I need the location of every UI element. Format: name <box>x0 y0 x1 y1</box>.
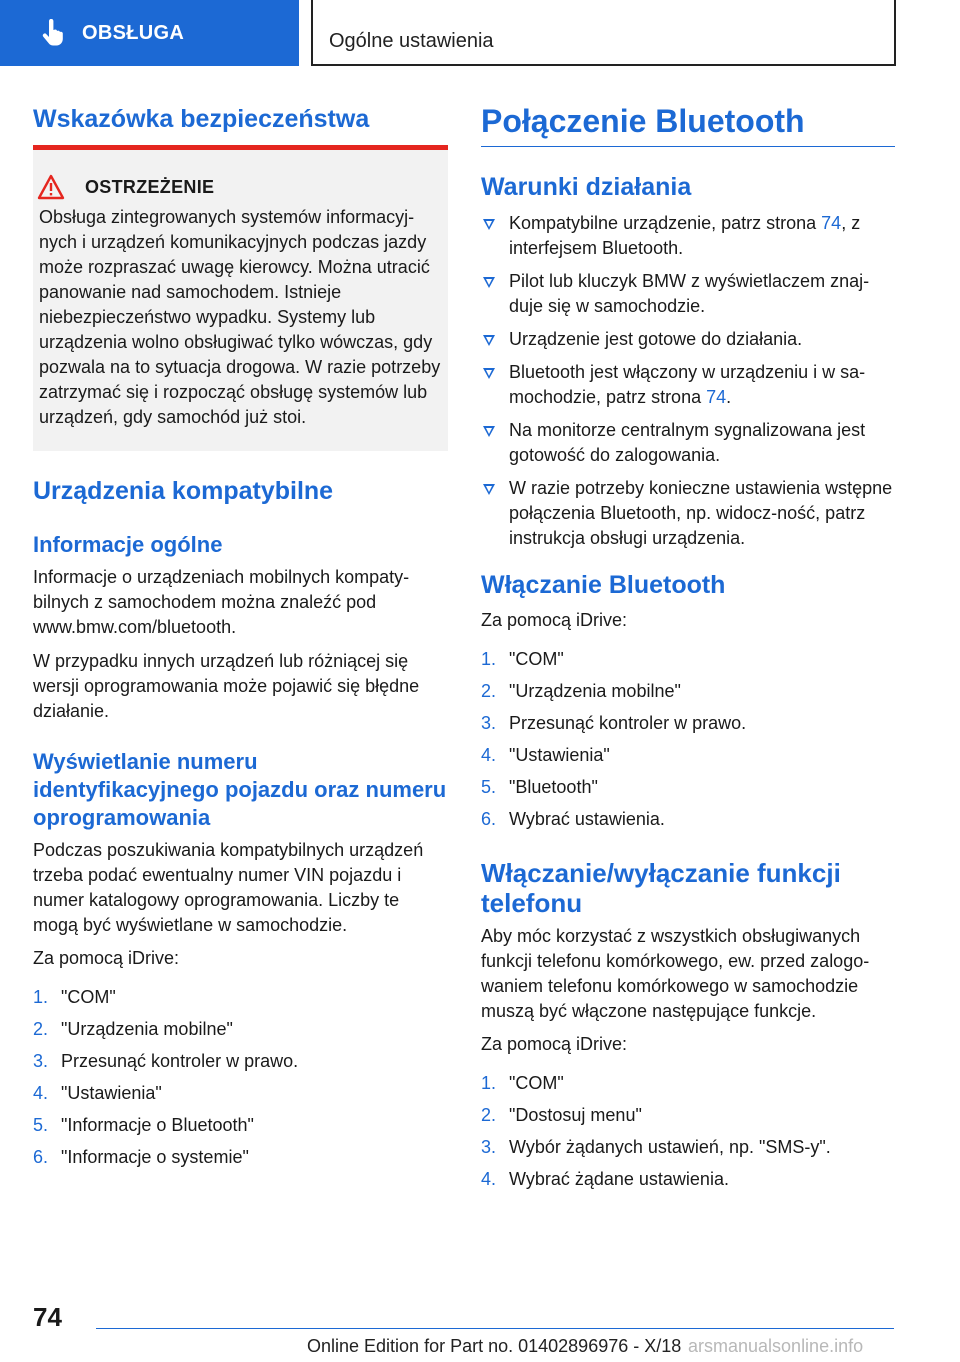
general-paragraph-2: W przypadku innych urządzeń lub różniącej się wersji oprogramowania może pojawić się błędne działanie. <box>33 651 420 721</box>
list-item-text: "Ustawienia" <box>509 745 610 765</box>
condition-text-before: Na monitorze centralnym sygnalizowana jest gotowość do zalogowania. <box>509 420 866 465</box>
condition-text-before: Kompatybilne urządzenie, patrz strona <box>509 213 822 233</box>
conditions-heading: Warunki działania <box>481 173 692 201</box>
list-item-number: 6. <box>33 1147 49 1167</box>
list-item <box>33 1145 448 1170</box>
safety-heading: Wskazówka bezpieczeństwa <box>33 105 370 133</box>
list-item-text: Przesunąć kontroler w prawo. <box>509 713 747 733</box>
list-item <box>481 1103 895 1128</box>
list-item-text: "Urządzenia mobilne" <box>509 681 681 701</box>
list-item <box>481 1071 895 1096</box>
triangle-bullet-icon <box>483 484 495 495</box>
list-item <box>481 775 895 800</box>
list-item-number: 1. <box>481 649 497 669</box>
page-reference-link[interactable]: 74 <box>821 213 842 233</box>
list-item <box>481 647 895 672</box>
section-tab[interactable] <box>0 0 299 66</box>
compat-heading: Urządzenia kompatybilne <box>33 477 334 505</box>
list-item <box>33 1113 448 1138</box>
list-item-number: 1. <box>33 987 49 1007</box>
condition-item <box>481 269 895 319</box>
triangle-bullet-icon <box>483 277 495 288</box>
warning-triangle-icon <box>37 174 65 200</box>
general-paragraph-1: Informacje o urządzeniach mobilnych kompaty-bilnych z samochodem można znaleźć pod www.bmw.com/bluetooth. <box>33 567 410 637</box>
vin-steps-list <box>33 985 448 1177</box>
conditions-list <box>481 211 895 559</box>
list-item-text: Wybór żądanych ustawień, np. "SMS-y". <box>509 1137 831 1157</box>
phone-idrive-intro: Za pomocą iDrive: <box>481 1034 628 1054</box>
list-item-text: "COM" <box>509 1073 564 1093</box>
condition-text-after: , z interfejsem Bluetooth. <box>509 213 861 258</box>
list-item <box>481 1135 895 1160</box>
list-item-number: 4. <box>481 1169 497 1189</box>
list-item-text: "Bluetooth" <box>509 777 598 797</box>
list-item-text: Przesunąć kontroler w prawo. <box>61 1051 299 1071</box>
list-item <box>481 679 895 704</box>
condition-text-before: Pilot lub kluczyk BMW z wyświetlaczem znaj-duje się w samochodzie. <box>509 271 870 316</box>
list-item <box>33 1049 448 1074</box>
enable-steps-list <box>481 647 895 839</box>
condition-text <box>481 418 895 468</box>
list-item-number: 6. <box>481 809 497 829</box>
triangle-bullet-icon <box>483 426 495 437</box>
condition-item <box>481 327 895 352</box>
list-item <box>33 985 448 1010</box>
heading-rule <box>481 146 895 147</box>
warning-title: OSTRZEŻENIE <box>85 176 215 197</box>
list-item <box>481 1167 895 1192</box>
condition-text <box>481 269 895 319</box>
footer-edition: Online Edition for Part no. 01402896976 - X/18 <box>307 1336 682 1356</box>
list-item-number: 3. <box>33 1051 49 1071</box>
condition-item <box>481 476 895 551</box>
list-item-number: 4. <box>33 1083 49 1103</box>
general-heading: Informacje ogólne <box>33 532 223 557</box>
phone-functions-heading: Włączanie/wyłączanie funkcji telefonu <box>481 858 841 918</box>
list-item-number: 2. <box>481 681 497 701</box>
list-item-text: "Informacje o Bluetooth" <box>61 1115 254 1135</box>
vin-heading: Wyświetlanie numeru identyfikacyjnego pojazdu oraz numeru oprogramowania <box>33 749 447 830</box>
list-item-number: 5. <box>481 777 497 797</box>
list-item-text: "COM" <box>509 649 564 669</box>
page-number: 74 <box>33 1302 62 1332</box>
footer-rule <box>96 1328 894 1329</box>
triangle-bullet-icon <box>483 368 495 379</box>
triangle-bullet-icon <box>483 335 495 346</box>
phone-paragraph: Aby móc korzystać z wszystkich obsługiwanych funkcji telefonu komórkowego, ew. przed zalogo-waniem telefonu komórkowego w samochodzie muszą być włączone następujące funkcje. <box>481 926 870 1021</box>
list-item-number: 3. <box>481 713 497 733</box>
condition-item <box>481 211 895 261</box>
hand-pointer-icon <box>38 18 68 48</box>
list-item-text: "Urządzenia mobilne" <box>61 1019 233 1039</box>
condition-text <box>481 360 895 410</box>
warning-text: Obsługa zintegrowanych systemów informacyj-nych i urządzeń komunikacyjnych podczas jazdy może rozpraszać uwagę kierowcy. Można utracić panowanie nad samochodem. Istnieje niebezpieczeństwo wypadku. Systemy lub urządzenia wolno obsługiwać tylko wówczas, gdy pozwala na to sytuacja drogowa. W razie potrzeby zatrzymać się i rozpocząć obsługę systemów lub urządzeń, gdy samochód już stoi. <box>39 207 441 427</box>
condition-text-before: W razie potrzeby konieczne ustawienia wstępne połączenia Bluetooth, np. widocz-ność, patrz instrukcja obsługi urządzenia. <box>509 478 893 548</box>
section-label: OBSŁUGA <box>82 21 185 44</box>
list-item-number: 4. <box>481 745 497 765</box>
enable-idrive-intro: Za pomocą iDrive: <box>481 610 628 630</box>
list-item-text: "Dostosuj menu" <box>509 1105 642 1125</box>
phone-steps-list <box>481 1071 895 1199</box>
warning-box <box>33 145 448 451</box>
list-item-number: 2. <box>481 1105 497 1125</box>
chapter-title: Ogólne ustawienia <box>329 30 494 52</box>
list-item <box>33 1017 448 1042</box>
condition-text-before: Urządzenie jest gotowe do działania. <box>509 329 803 349</box>
list-item-text: "Informacje o systemie" <box>61 1147 249 1167</box>
list-item-number: 5. <box>33 1115 49 1135</box>
list-item <box>481 807 895 832</box>
list-item-number: 2. <box>33 1019 49 1039</box>
list-item <box>481 743 895 768</box>
enable-bluetooth-heading: Włączanie Bluetooth <box>481 571 726 599</box>
list-item <box>33 1081 448 1106</box>
list-item <box>481 711 895 736</box>
condition-text-before: Bluetooth jest włączony w urządzeniu i w sa-mochodzie, patrz strona <box>509 362 866 407</box>
triangle-bullet-icon <box>483 219 495 230</box>
list-item-number: 1. <box>481 1073 497 1093</box>
vin-paragraph: Podczas poszukiwania kompatybilnych urządzeń trzeba podać ewentualny numer VIN pojazdu i numer katalogowy oprogramowania. Liczby te mogą być wyświetlane w samochodzie. <box>33 840 424 935</box>
condition-item <box>481 418 895 468</box>
footer-watermark: arsmanualsonline.info <box>688 1336 864 1356</box>
chapter-title-box <box>311 0 896 66</box>
list-item-text: "COM" <box>61 987 116 1007</box>
condition-text-after: . <box>726 387 732 407</box>
vin-idrive-intro: Za pomocą iDrive: <box>33 948 180 968</box>
page-reference-link[interactable]: 74 <box>706 387 727 407</box>
condition-text <box>481 476 895 551</box>
list-item-text: Wybrać żądane ustawienia. <box>509 1169 729 1189</box>
bluetooth-heading: Połączenie Bluetooth <box>481 103 805 139</box>
condition-text <box>481 327 895 352</box>
condition-text <box>481 211 895 261</box>
list-item-text: Wybrać ustawienia. <box>509 809 665 829</box>
list-item-number: 3. <box>481 1137 497 1157</box>
list-item-text: "Ustawienia" <box>61 1083 162 1103</box>
condition-item <box>481 360 895 410</box>
